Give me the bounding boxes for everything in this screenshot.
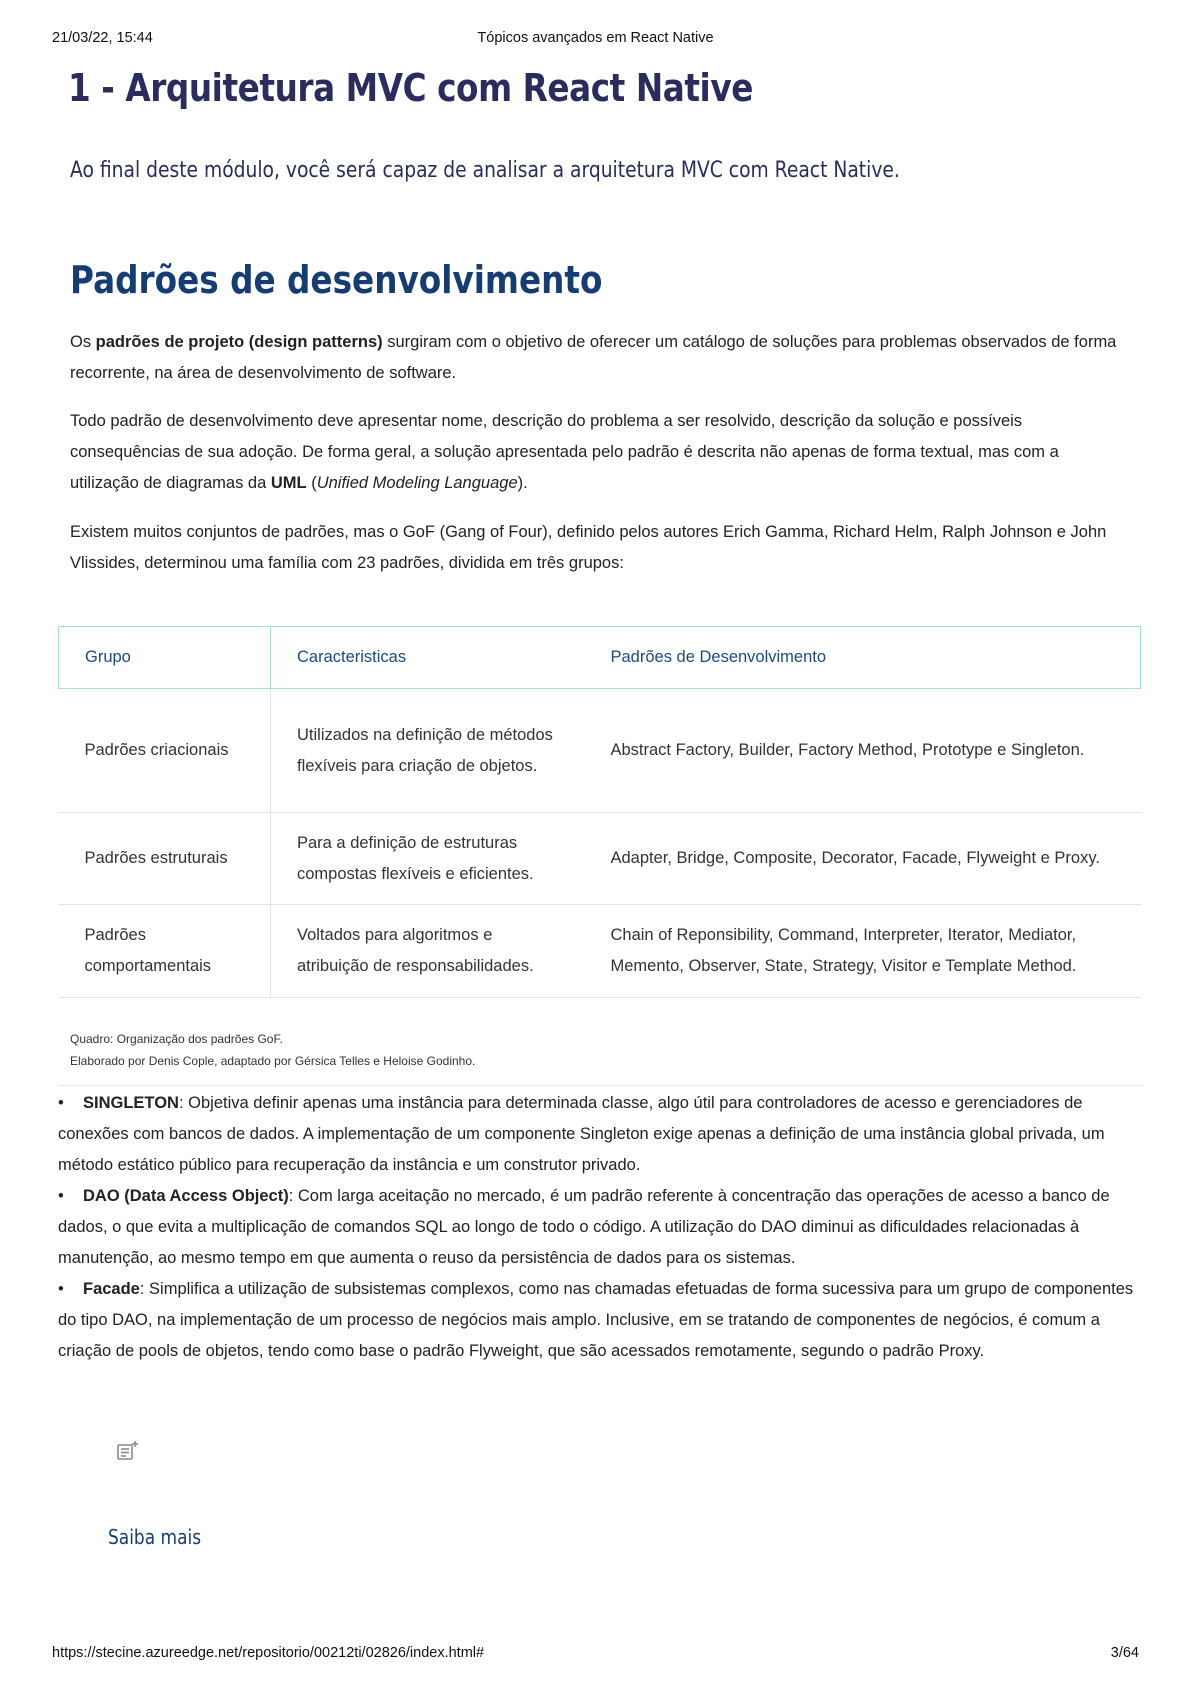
- section-title: Padrões de desenvolvimento: [70, 258, 603, 302]
- bullet-term: SINGLETON: [83, 1094, 179, 1112]
- module-title: 1 - Arquitetura MVC com React Native: [68, 66, 753, 110]
- table-caption: [70, 1028, 475, 1072]
- list-item: [58, 1274, 1141, 1367]
- page-number: 3/64: [1110, 1645, 1139, 1661]
- note-add-icon-graphic: [115, 1439, 139, 1463]
- paragraph-text: surgiram com o objetivo de oferecer um catálogo de soluções para problemas observados de forma recorrente, na área de desenvolvimento de software.: [70, 333, 1117, 382]
- paragraph-text: ).: [517, 474, 528, 492]
- bullet-text: : Objetiva definir apenas uma instância para determinada classe, algo útil para controladores de acesso e gerenciadores de conexões com bancos de dados. A implementação de um componente Singleton exige apenas a definição de uma instância global privada, um método estático público para recuperação da instância e um construtor privado.: [58, 1094, 1105, 1174]
- paragraph-pattern-structure: [70, 406, 1122, 499]
- bullet-term: Facade: [83, 1280, 140, 1298]
- table-header-padroes: Padrões de Desenvolvimento: [585, 627, 1141, 689]
- print-url: https://stecine.azureedge.net/repositorio/00212ti/02826/index.html#: [52, 1645, 485, 1661]
- print-footer: [52, 1645, 1139, 1665]
- table-header-caracteristicas: Caracteristicas: [271, 627, 585, 689]
- note-add-icon: [115, 1439, 139, 1463]
- bullet-text: : Com larga aceitação no mercado, é um padrão referente à concentração das operações de acesso a banco de dados, o que evita a multiplicação de comandos SQL ao longo de todo o código. A utilização do DAO diminui as dificuldades relacionadas à manutenção, ao mesmo tempo em que aumenta o reuso da persistência de dados para os sistemas.: [58, 1187, 1110, 1267]
- print-header: [52, 30, 1139, 50]
- paragraph-bold-term: UML: [270, 474, 307, 492]
- bullet-text: : Simplifica a utilização de subsistemas complexos, como nas chamadas efetuadas de forma sucessiva para um grupo de componentes do tipo DAO, na implementação de um processo de negócios mais amplo. Inclusive, em se tratando de componentes de negócios, é comum a criação de pools de objetos, tendo como base o padrão Flyweight, que são acessados remotamente, segundo o padrão Proxy.: [58, 1280, 1134, 1360]
- bullet-term: DAO (Data Access Object): [83, 1187, 289, 1205]
- caption-line: Quadro: Organização dos padrões GoF.: [70, 1032, 283, 1046]
- table-row: [59, 689, 1141, 813]
- paragraph-italic-term: Unified Modeling Language: [316, 474, 518, 492]
- bullet-marker: •: [58, 1187, 64, 1205]
- module-subtitle: Ao final deste módulo, você será capaz de analisar a arquitetura MVC com React Native.: [70, 158, 900, 183]
- table-cell-caracteristicas: Para a definição de estruturas compostas flexíveis e eficientes.: [271, 813, 585, 905]
- list-item: [58, 1088, 1141, 1181]
- table-row: [59, 813, 1141, 905]
- caption-line: Elaborado por Denis Cople, adaptado por Gérsica Telles e Heloise Godinho.: [70, 1054, 476, 1068]
- table-cell-caracteristicas: Utilizados na definição de métodos flexíveis para criação de objetos.: [271, 689, 585, 813]
- bullet-marker: •: [58, 1094, 64, 1112]
- saiba-mais-link[interactable]: Saiba mais: [108, 1525, 202, 1549]
- list-item: [58, 1181, 1141, 1274]
- paragraph-gof: Existem muitos conjuntos de padrões, mas o GoF (Gang of Four), definido pelos autores Erich Gamma, Richard Helm, Ralph Johnson e John Vlissides, determinou uma família com 23 padrões, dividida em três grupos:: [70, 523, 1107, 572]
- paragraph-text: Todo padrão de desenvolvimento deve apresentar nome, descrição do problema a ser resolvido, descrição da solução e possíveis consequências de sua adoção. De forma geral, a solução apresentada pelo padrão é descrita não apenas de forma textual, mas com a utilização de diagramas da: [70, 412, 1059, 492]
- patterns-bullet-list: [58, 1088, 1141, 1367]
- table-cell-padroes: Chain of Reponsibility, Command, Interpreter, Iterator, Mediator, Memento, Observer, State, Strategy, Visitor e Template Method.: [585, 905, 1141, 998]
- paragraph-design-patterns: [70, 327, 1122, 389]
- bullet-marker: •: [58, 1280, 64, 1298]
- table-cell-padroes: Abstract Factory, Builder, Factory Method, Prototype e Singleton.: [585, 689, 1141, 813]
- table-header-row: [59, 627, 1141, 689]
- table-cell-caracteristicas: Voltados para algoritmos e atribuição de responsabilidades.: [271, 905, 585, 998]
- table-cell-grupo: Padrões comportamentais: [59, 905, 271, 998]
- paragraph-text: (: [306, 474, 317, 492]
- divider: [58, 1085, 1141, 1086]
- table-cell-padroes: Adapter, Bridge, Composite, Decorator, Facade, Flyweight e Proxy.: [585, 813, 1141, 905]
- paragraph-text: Os: [70, 333, 96, 351]
- print-document-title: Tópicos avançados em React Native: [477, 30, 714, 46]
- table-cell-grupo: Padrões estruturais: [59, 813, 271, 905]
- gof-patterns-table: [58, 626, 1141, 998]
- table-row: [59, 905, 1141, 998]
- print-datetime: 21/03/22, 15:44: [52, 30, 153, 46]
- table-cell-grupo: Padrões criacionais: [59, 689, 271, 813]
- paragraph-bold-term: padrões de projeto (design patterns): [95, 333, 383, 351]
- table-header-grupo: Grupo: [59, 627, 271, 689]
